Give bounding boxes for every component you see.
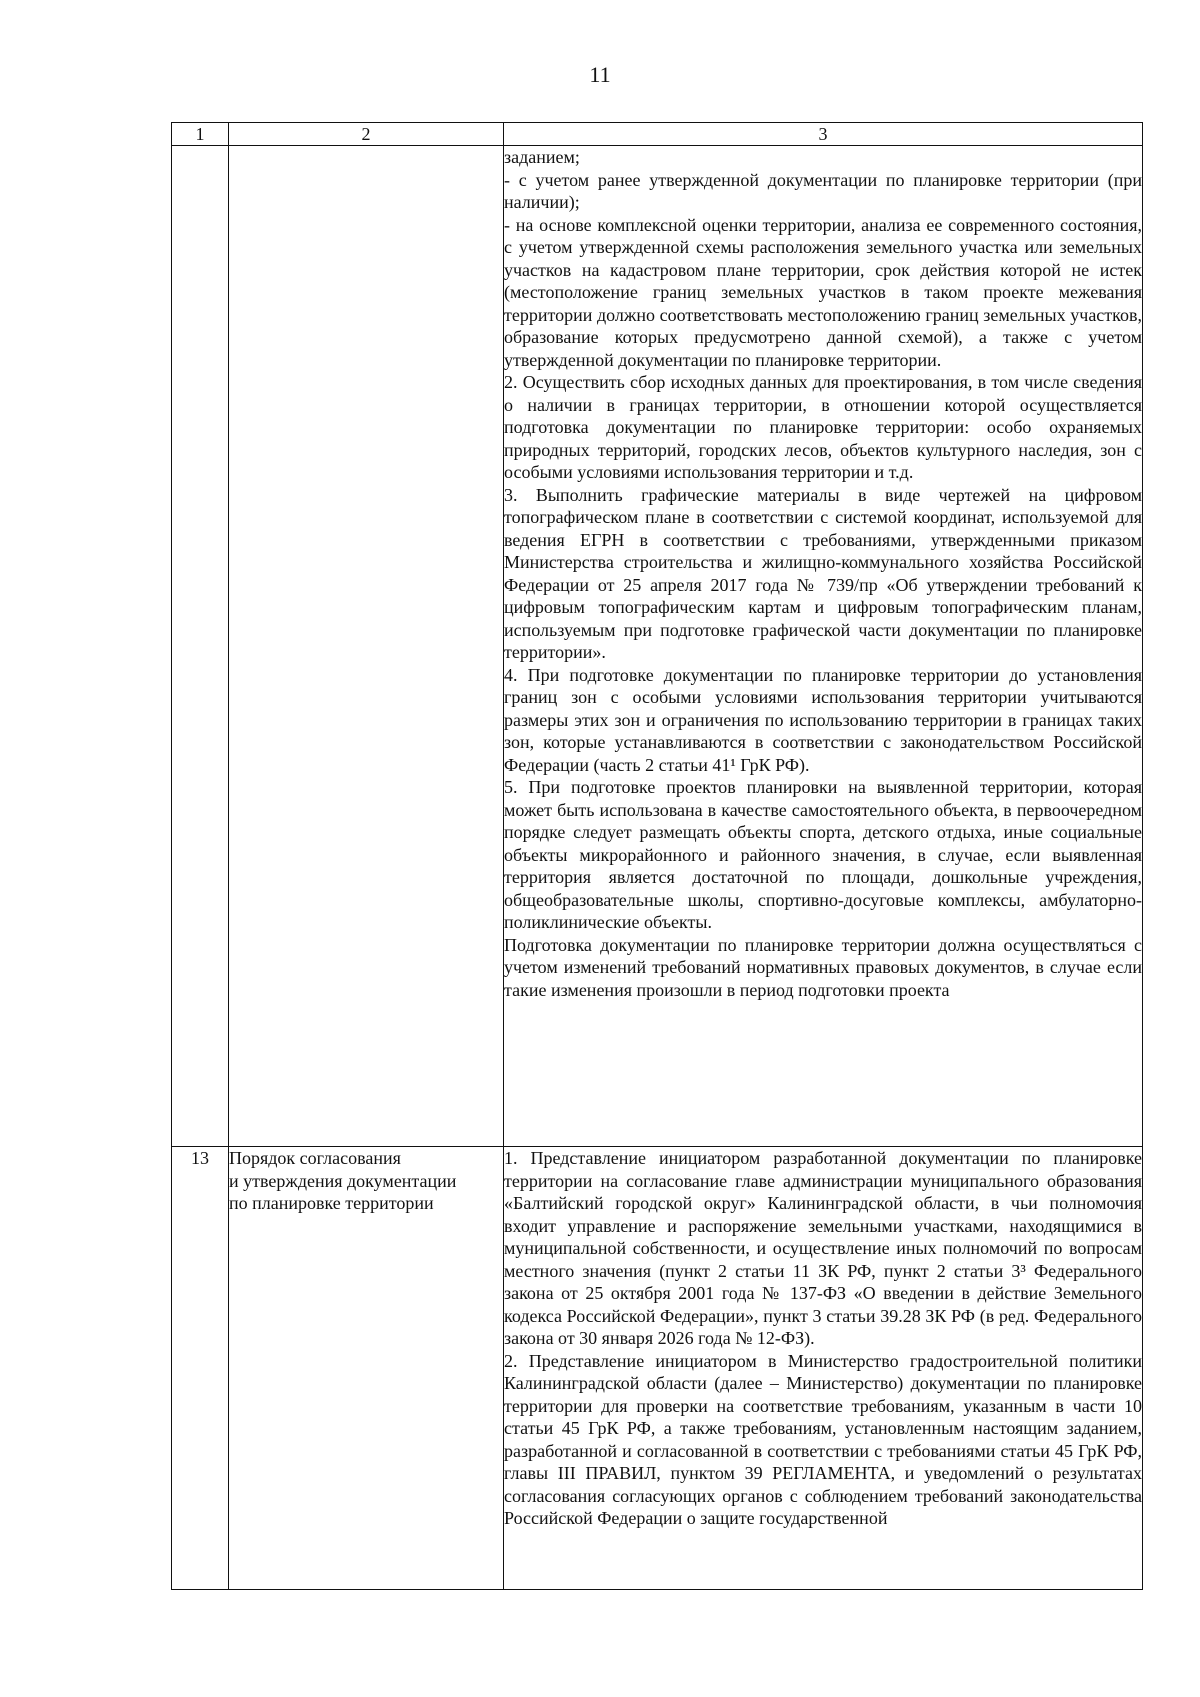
page-number: 11: [589, 62, 611, 87]
requirements-table: [171, 122, 1143, 1590]
content-paragraph: - с учетом ранее утвержденной документации по планировке территории (при наличии);: [504, 169, 1142, 212]
row-name-line: по планировке территории: [229, 1193, 434, 1213]
content-paragraph: 1. Представление инициатором разработанной документации по планировке территории на согласование главе администрации муниципального образования «Балтийский городской округ» Калининградской области, в чьи полномочия входит управление и распоряжение земельными участками, находящимися в муниципальной собственности, и осуществление иных полномочий по вопросам местного значения (пункт 2 статьи 11 ЗК РФ, пункт 2 статьи 3³ Федерального закона от 25 октября 2001 года № 137-ФЗ «О введении в действие Земельного кодекса Российской Федерации», пункт 3 статьи 39.28 ЗК РФ (в ред. Федерального закона от 30 января 2026 года № 12-ФЗ).: [504, 1148, 1142, 1348]
row-name-cell: [229, 1147, 504, 1590]
content-paragraph: 2. Осуществить сбор исходных данных для проектирования, в том числе сведения о наличии в границах территории, в отношении которой осуществляется подготовка документации по планировке территории: особо охраняемых природных территорий, городских лесов, объектов культурного наследия, зон с особыми условиями использования территории и т.д.: [504, 372, 1142, 482]
column-header-1: 1: [172, 123, 229, 146]
row-name-cell: [229, 146, 504, 1147]
row-content-cell: [504, 146, 1143, 1147]
content-paragraph: - на основе комплексной оценки территории, анализа ее современного состояния, с учетом утвержденной схемы расположения земельного участка или земельных участков на кадастровом плане территории, срок действия которой не истек (местоположение границ земельных участков в таком проекте межевания территории должно соответствовать местоположению границ земельных участков, образование которых предусмотрено данной схемой), а также с учетом утвержденной документации по планировке территории.: [504, 214, 1142, 370]
content-paragraph: Подготовка документации по планировке территории должна осуществляться с учетом изменений требований нормативных правовых документов, в случае если такие изменения произошли в период подготовки проекта: [504, 934, 1142, 1000]
content-paragraph: 5. При подготовке проектов планировки на выявленной территории, которая может быть использована в качестве самостоятельного объекта, в первоочередном порядке следует размещать объекты спорта, детского отдыха, иные социальные объекты микрорайонного и районного значения, в случае, если выявленная территория является достаточной по площади, дошкольные учреждения, общеобразовательные школы, спортивно-досуговые комплексы, амбулаторно-поликлинические объекты.: [504, 777, 1142, 932]
content-paragraph: 2. Представление инициатором в Министерство градостроительной политики Калининградской области (далее – Министерство) документации по планировке территории для проверки на соответствие требованиям, указанным в части 10 статьи 45 ГрК РФ, а также требованиям, установленным настоящим заданием, разработанной и согласованной в соответствии с требованиями статьи 45 ГрК РФ, главы III ПРАВИЛ, пунктом 39 РЕГЛАМЕНТА, и уведомлений о результатах согласования согласующих органов с соблюдением требований законодательства Российской Федерации о защите государственной: [504, 1350, 1142, 1528]
content-paragraph: 4. При подготовке документации по планировке территории до установления границ зон с особыми условиями использования территории учитываются размеры этих зон и ограничения по использованию территории в границах таких зон, которые устанавливаются в соответствии с законодательством Российской Федерации (часть 2 статьи 41¹ ГрК РФ).: [504, 664, 1142, 775]
row-name-line: Порядок согласования: [229, 1148, 401, 1168]
row-number-cell: 13: [172, 1147, 229, 1590]
row-number-cell: [172, 146, 229, 1147]
column-header-3: 3: [504, 123, 1143, 146]
content-paragraph: 3. Выполнить графические материалы в виде чертежей на цифровом топографическом плане в соответствии с системой координат, используемой для ведения ЕГРН в соответствии с требованиями, утвержденными приказом Министерства строительства и жилищно-коммунального хозяйства Российской Федерации от 25 апреля 2017 года № 739/пр «Об утверждении требований к цифровым топографическим картам и цифровым топографическим планам, используемым при подготовке графической части документации по планировке территории».: [504, 484, 1142, 662]
column-header-2: 2: [229, 123, 504, 146]
row-name-line: и утверждения документации: [229, 1170, 457, 1191]
table-row-13: [172, 1147, 1143, 1590]
content-paragraph: заданием;: [504, 147, 580, 167]
row-content-cell: [504, 1147, 1143, 1590]
table-row-continuation: [172, 146, 1143, 1147]
table-header-row: [172, 123, 1143, 146]
